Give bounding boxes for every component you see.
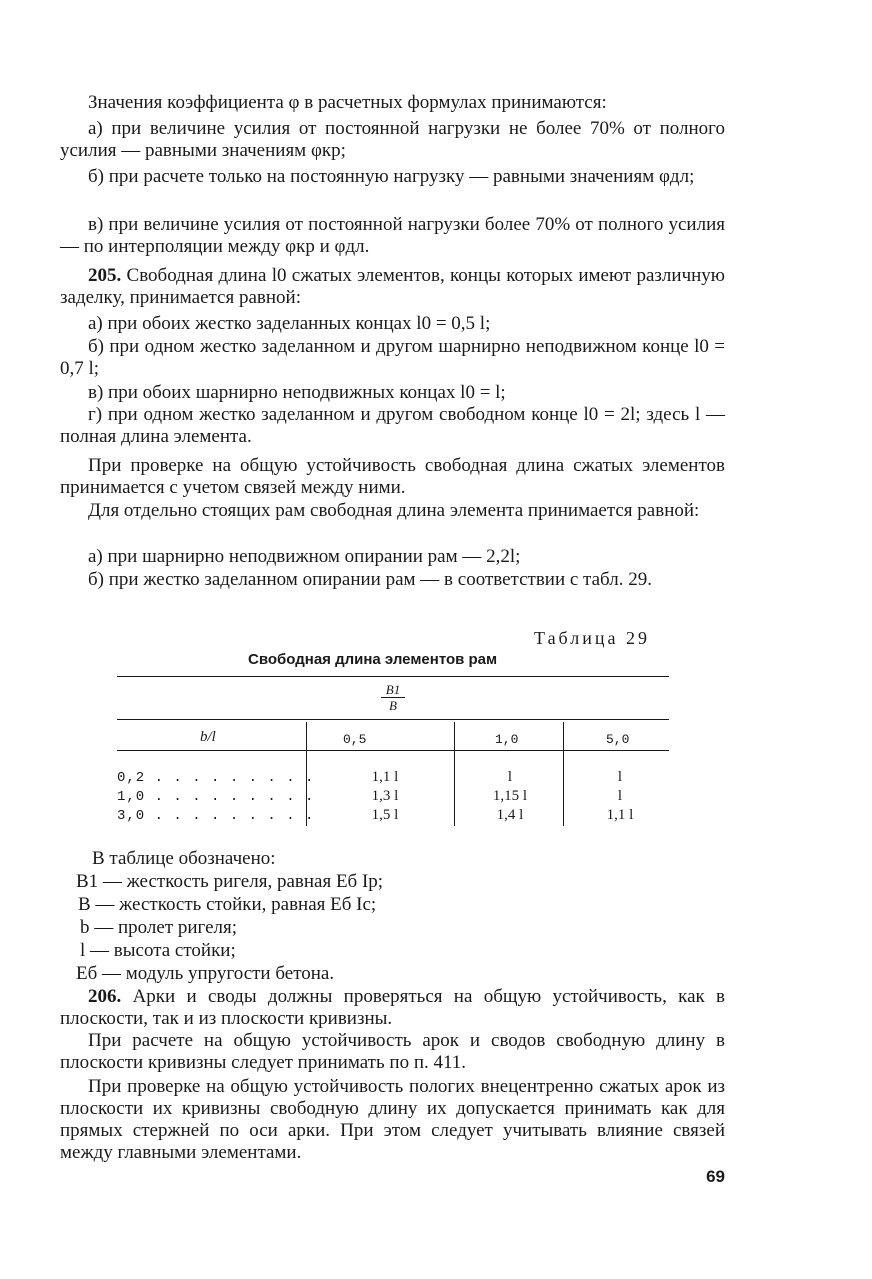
legend-item: Eб — модуль упругости бетона. [76, 963, 335, 984]
legend-intro: В таблице обозначено: [92, 848, 276, 869]
clause-number-205: 205. [88, 265, 122, 286]
paragraph-phi-b: б) при расчете только на постоянную нагрузку — равными значениям φдл; [88, 166, 695, 187]
paragraph-phi-a: а) при величине усилия от постоянной нагрузки не более 70% от полного усилия — равными значениям φкр; [60, 118, 725, 161]
legend-item: l — высота стойки; [80, 940, 236, 961]
paragraph-206 [60, 986, 725, 1030]
table-row-label: 0,2 . . . . . . . . . [117, 770, 315, 786]
table-body-rule [117, 750, 669, 751]
table-cell: 1,1 l [606, 807, 634, 823]
paragraph-frames-b: б) при жестко заделанном опирании рам — в соответствии с табл. 29. [88, 569, 652, 590]
paragraph-205-a: а) при обоих жестко заделанных концах l0 = 0,5 l; [88, 313, 491, 334]
paragraph-phi-c: в) при величине усилия от постоянной нагрузки более 70% от полного усилия — по интерполяции между φкр и φдл. [60, 214, 725, 257]
clause-205-text: Свободная длина l0 сжатых элементов, концы которых имеют различную заделку, принимается равной: [60, 265, 725, 308]
paragraph-206-shallow-arches: При проверке на общую устойчивость пологих внецентренно сжатых арок из плоскости их кривизны свободную длину их допускается принимать как для прямых стержней по оси арки. При этом следует учитывать влияние связей между главными элементами. [60, 1076, 725, 1163]
legend-item: B — жесткость стойки, равная Eб Iс; [78, 894, 377, 915]
table-top-rule [117, 676, 669, 677]
page-number: 69 [706, 1167, 725, 1186]
table-cell: 1,4 l [496, 807, 524, 823]
table-ratio-header [381, 682, 405, 713]
paragraph-frames-a: а) при шарнирно неподвижном опирании рам — 2,2l; [88, 546, 521, 567]
col-header-0-5: 0,5 [343, 732, 367, 747]
row-header-b-l: b/l [200, 729, 216, 745]
paragraph-frames: Для отдельно стоящих рам свободная длина элемента принимается равной: [88, 500, 700, 521]
table-cell: l [507, 769, 513, 785]
table-cell: l [617, 769, 623, 785]
paragraph-phi-intro: Значения коэффициента φ в расчетных формулах принимаются: [88, 92, 607, 113]
table-cell: 1,3 l [371, 788, 399, 804]
table-row-label: 3,0 . . . . . . . . . [117, 808, 315, 824]
col-header-5-0: 5,0 [606, 732, 630, 747]
paragraph-206-free-length: При расчете на общую устойчивость арок и сводов свободную длину в плоскости кривизны следует принимать по п. 411. [60, 1030, 725, 1073]
table-row-label: 1,0 . . . . . . . . . [117, 789, 315, 805]
paragraph-205-d: г) при одном жестко заделанном и другом свободном конце l0 = 2l; здесь l — полная длина элемента. [60, 404, 725, 447]
clause-number-206: 206. [88, 986, 122, 1007]
table-cell: 1,15 l [492, 788, 528, 804]
paragraph-205-c: в) при обоих шарнирно неподвижных концах l0 = l; [88, 382, 506, 403]
legend-item: b — пролет ригеля; [80, 917, 238, 938]
table-title: Свободная длина элементов рам [248, 651, 498, 668]
legend-item: B1 — жесткость ригеля, равная Eб Iр; [76, 871, 384, 892]
table-cell: 1,1 l [371, 769, 399, 785]
paragraph-205-b: б) при одном жестко заделанном и другом шарнирно неподвижном конце l0 = 0,7 l; [60, 336, 725, 379]
paragraph-general-stability: При проверке на общую устойчивость свободная длина сжатых элементов принимается с учетом связей между ними. [60, 455, 725, 498]
ratio-denominator: B [389, 698, 397, 713]
clause-206-text: Арки и своды должны проверяться на общую устойчивость, как в плоскости, так и из плоскости кривизны. [60, 986, 726, 1029]
table-label: Таблица 29 [534, 628, 650, 648]
table-cell: l [617, 788, 623, 804]
table-cell: 1,5 l [371, 807, 399, 823]
paragraph-205 [60, 265, 725, 309]
table-divider-3 [563, 722, 564, 826]
table-header-rule [117, 719, 669, 720]
ratio-numerator: B1 [381, 682, 405, 698]
col-header-1-0: 1,0 [495, 732, 519, 747]
table-divider-2 [454, 722, 455, 826]
